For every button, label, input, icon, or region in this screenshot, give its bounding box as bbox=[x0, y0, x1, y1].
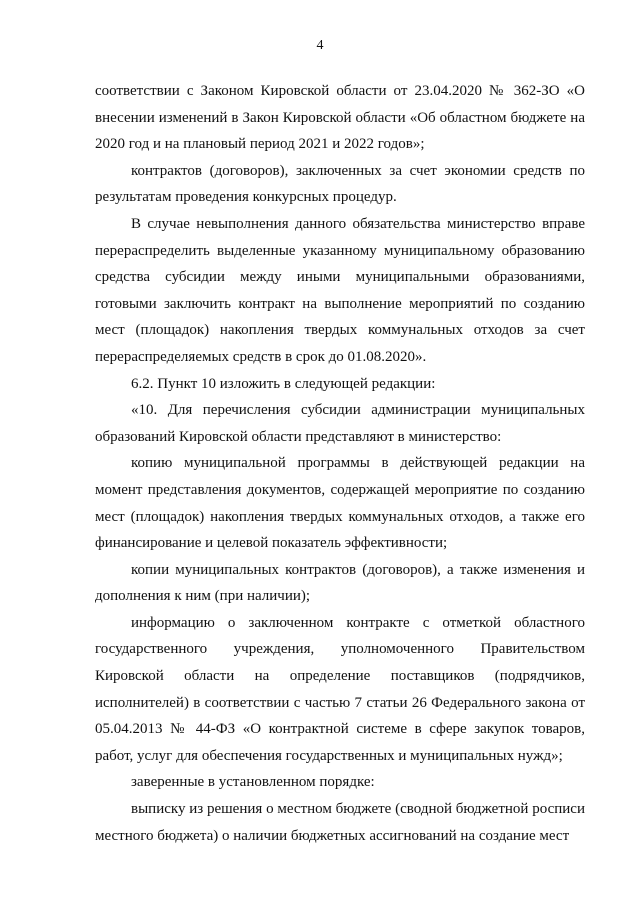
paragraph-continuation: соответствии с Законом Кировской области от 23.04.2020 № 362-ЗО «О внесении изменений в Закон Кировской области «Об областном бюджете на 2020 год и на плановый период 2021 и 2022 годов»; bbox=[95, 83, 585, 153]
page-number: 4 bbox=[316, 38, 324, 53]
paragraph-contract-copies: копии муниципальных контрактов (договоров), а также изменения и дополнения к ним (при наличии); bbox=[95, 561, 585, 605]
paragraph-clause-10: «10. Для перечисления субсидии администрации муниципальных образований Кировской области представляют в министерство: bbox=[95, 402, 585, 445]
document-body bbox=[95, 78, 585, 849]
paragraph-redistribution: В случае невыполнения данного обязательства министерство вправе перераспределить выделенные указанному муниципальному образованию средства субсидии между иными муниципальными образованиями, готовыми заключить контракт на выполнение мероприятий по созданию мест (площадок) накопления твердых коммунальных отходов за счет перераспределяемых средств в срок до 01.08.2020». bbox=[95, 215, 585, 365]
paragraph-clause-6-2: 6.2. Пункт 10 изложить в следующей редакции: bbox=[131, 375, 436, 392]
paragraph-contract-info: информацию о заключенном контракте с отметкой областного государственного учреждения, уполномоченного Правительством Кировской области на определение поставщиков (подрядчиков, исполнителей) в соответствии с частью 7 статьи 26 Федерального закона от 05.04.2013 № 44-ФЗ «О контрактной системе в сфере закупок товаров, работ, услуг для обеспечения государственных и муниципальных нужд»; bbox=[95, 614, 585, 764]
paragraph-certified: заверенные в установленном порядке: bbox=[131, 774, 375, 791]
paragraph-budget-extract: выписку из решения о местном бюджете (сводной бюджетной росписи местного бюджета) о наличии бюджетных ассигнований на создание мест bbox=[95, 801, 585, 844]
paragraph-contracts: контрактов (договоров), заключенных за счет экономии средств по результатам проведения конкурсных процедур. bbox=[95, 162, 585, 206]
paragraph-program-copy: копию муниципальной программы в действующей редакции на момент представления документов, содержащей мероприятие по созданию мест (площадок) накопления твердых коммунальных отходов, а также его финансирование и целевой показатель эффективности; bbox=[95, 455, 585, 552]
